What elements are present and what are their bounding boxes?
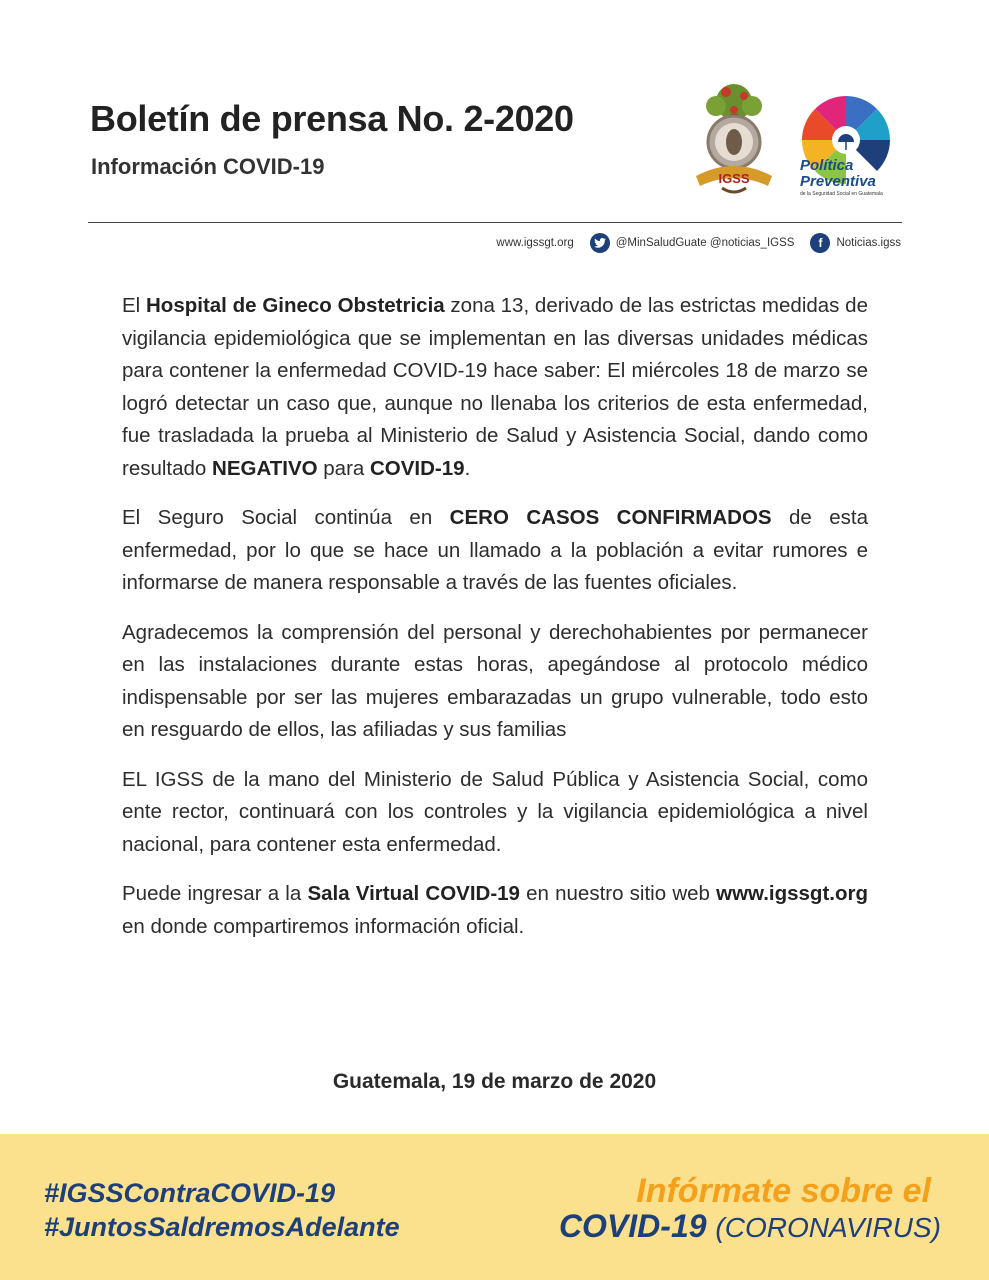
paragraph-4: EL IGSS de la mano del Ministerio de Salud Pública y Asistencia Social, como ente rector, continuará con los controles y la vigilancia epidemiológica a nivel nacional, para contener esta enfermedad.	[122, 767, 868, 856]
paragraph-1: El Hospital de Gineco Obstetricia zona 13, derivado de las estrictas medidas de vigilancia epidemiológica que se implementan en las diversas unidades médicas para contener la enfermedad COVID-19 hace saber: El miércoles 18 de marzo se logró detectar un caso que, aunque no llenaba los criterios de esta enfermedad, fue trasladada la prueba al Ministerio de Salud y Asistencia Social, dando como resultado NEGATIVO para COVID-19.	[122, 294, 868, 480]
igss-logo	[686, 80, 782, 196]
twitter-handles[interactable]: @MinSaludGuate @noticias_IGSS	[615, 237, 795, 249]
paragraph-5: Puede ingresar a la Sala Virtual COVID-19 en nuestro sitio web www.igssgt.org en donde compartiremos información oficial.	[122, 882, 868, 938]
zero-cases: CERO CASOS CONFIRMADOS	[449, 506, 772, 529]
result-negative: NEGATIVO	[212, 456, 318, 480]
social-bar	[496, 232, 901, 254]
covid-coronavirus: COVID-19 (CORONAVIRUS)	[558, 1208, 941, 1244]
website-link[interactable]: www.igssgt.org	[496, 237, 574, 249]
bulletin-subtitle: Información COVID-19	[91, 154, 325, 179]
header-divider	[88, 222, 902, 223]
paragraph-2: El Seguro Social continúa en CERO CASOS CONFIRMADOS de esta enfermedad, por lo que se hace un llamado a la población a evitar rumores e informarse de manera responsable a través de las fuentes oficiales.	[122, 506, 868, 594]
sala-virtual: Sala Virtual COVID-19	[307, 882, 520, 905]
informate-heading: Infórmate sobre el	[636, 1172, 931, 1210]
politica-preventiva-text	[800, 158, 908, 198]
bulletin-title: Boletín de prensa No. 2-2020	[90, 98, 574, 139]
dateline: Guatemala, 19 de marzo de 2020	[332, 1070, 657, 1093]
bulletin-body	[122, 290, 868, 960]
igss-logo-text: IGSS	[718, 171, 750, 186]
pp-line3: de la Seguridad Social en Guatemala	[800, 191, 883, 197]
pp-line1: Política	[800, 157, 854, 174]
facebook-page[interactable]: Noticias.igss	[836, 237, 901, 249]
hashtag-igss: #IGSSContraCOVID-19	[44, 1178, 336, 1208]
hospital-name: Hospital de Gineco Obstetricia	[146, 294, 445, 317]
paragraph-3: Agradecemos la comprensión del personal y derechohabientes por permanecer en las instalaciones durante estas horas, apegándose al protocolo médico indispensable por ser las mujeres embarazadas un grupo vulnerable, todo esto en resguardo de ellos, las afiliadas y sus familias	[122, 620, 868, 741]
facebook-icon: f	[810, 233, 830, 253]
website-bold: www.igssgt.org	[716, 882, 868, 905]
pp-line2: Preventiva	[800, 173, 876, 190]
hashtag-juntos: #JuntosSaldremosAdelante	[44, 1212, 400, 1242]
twitter-icon	[590, 233, 610, 253]
